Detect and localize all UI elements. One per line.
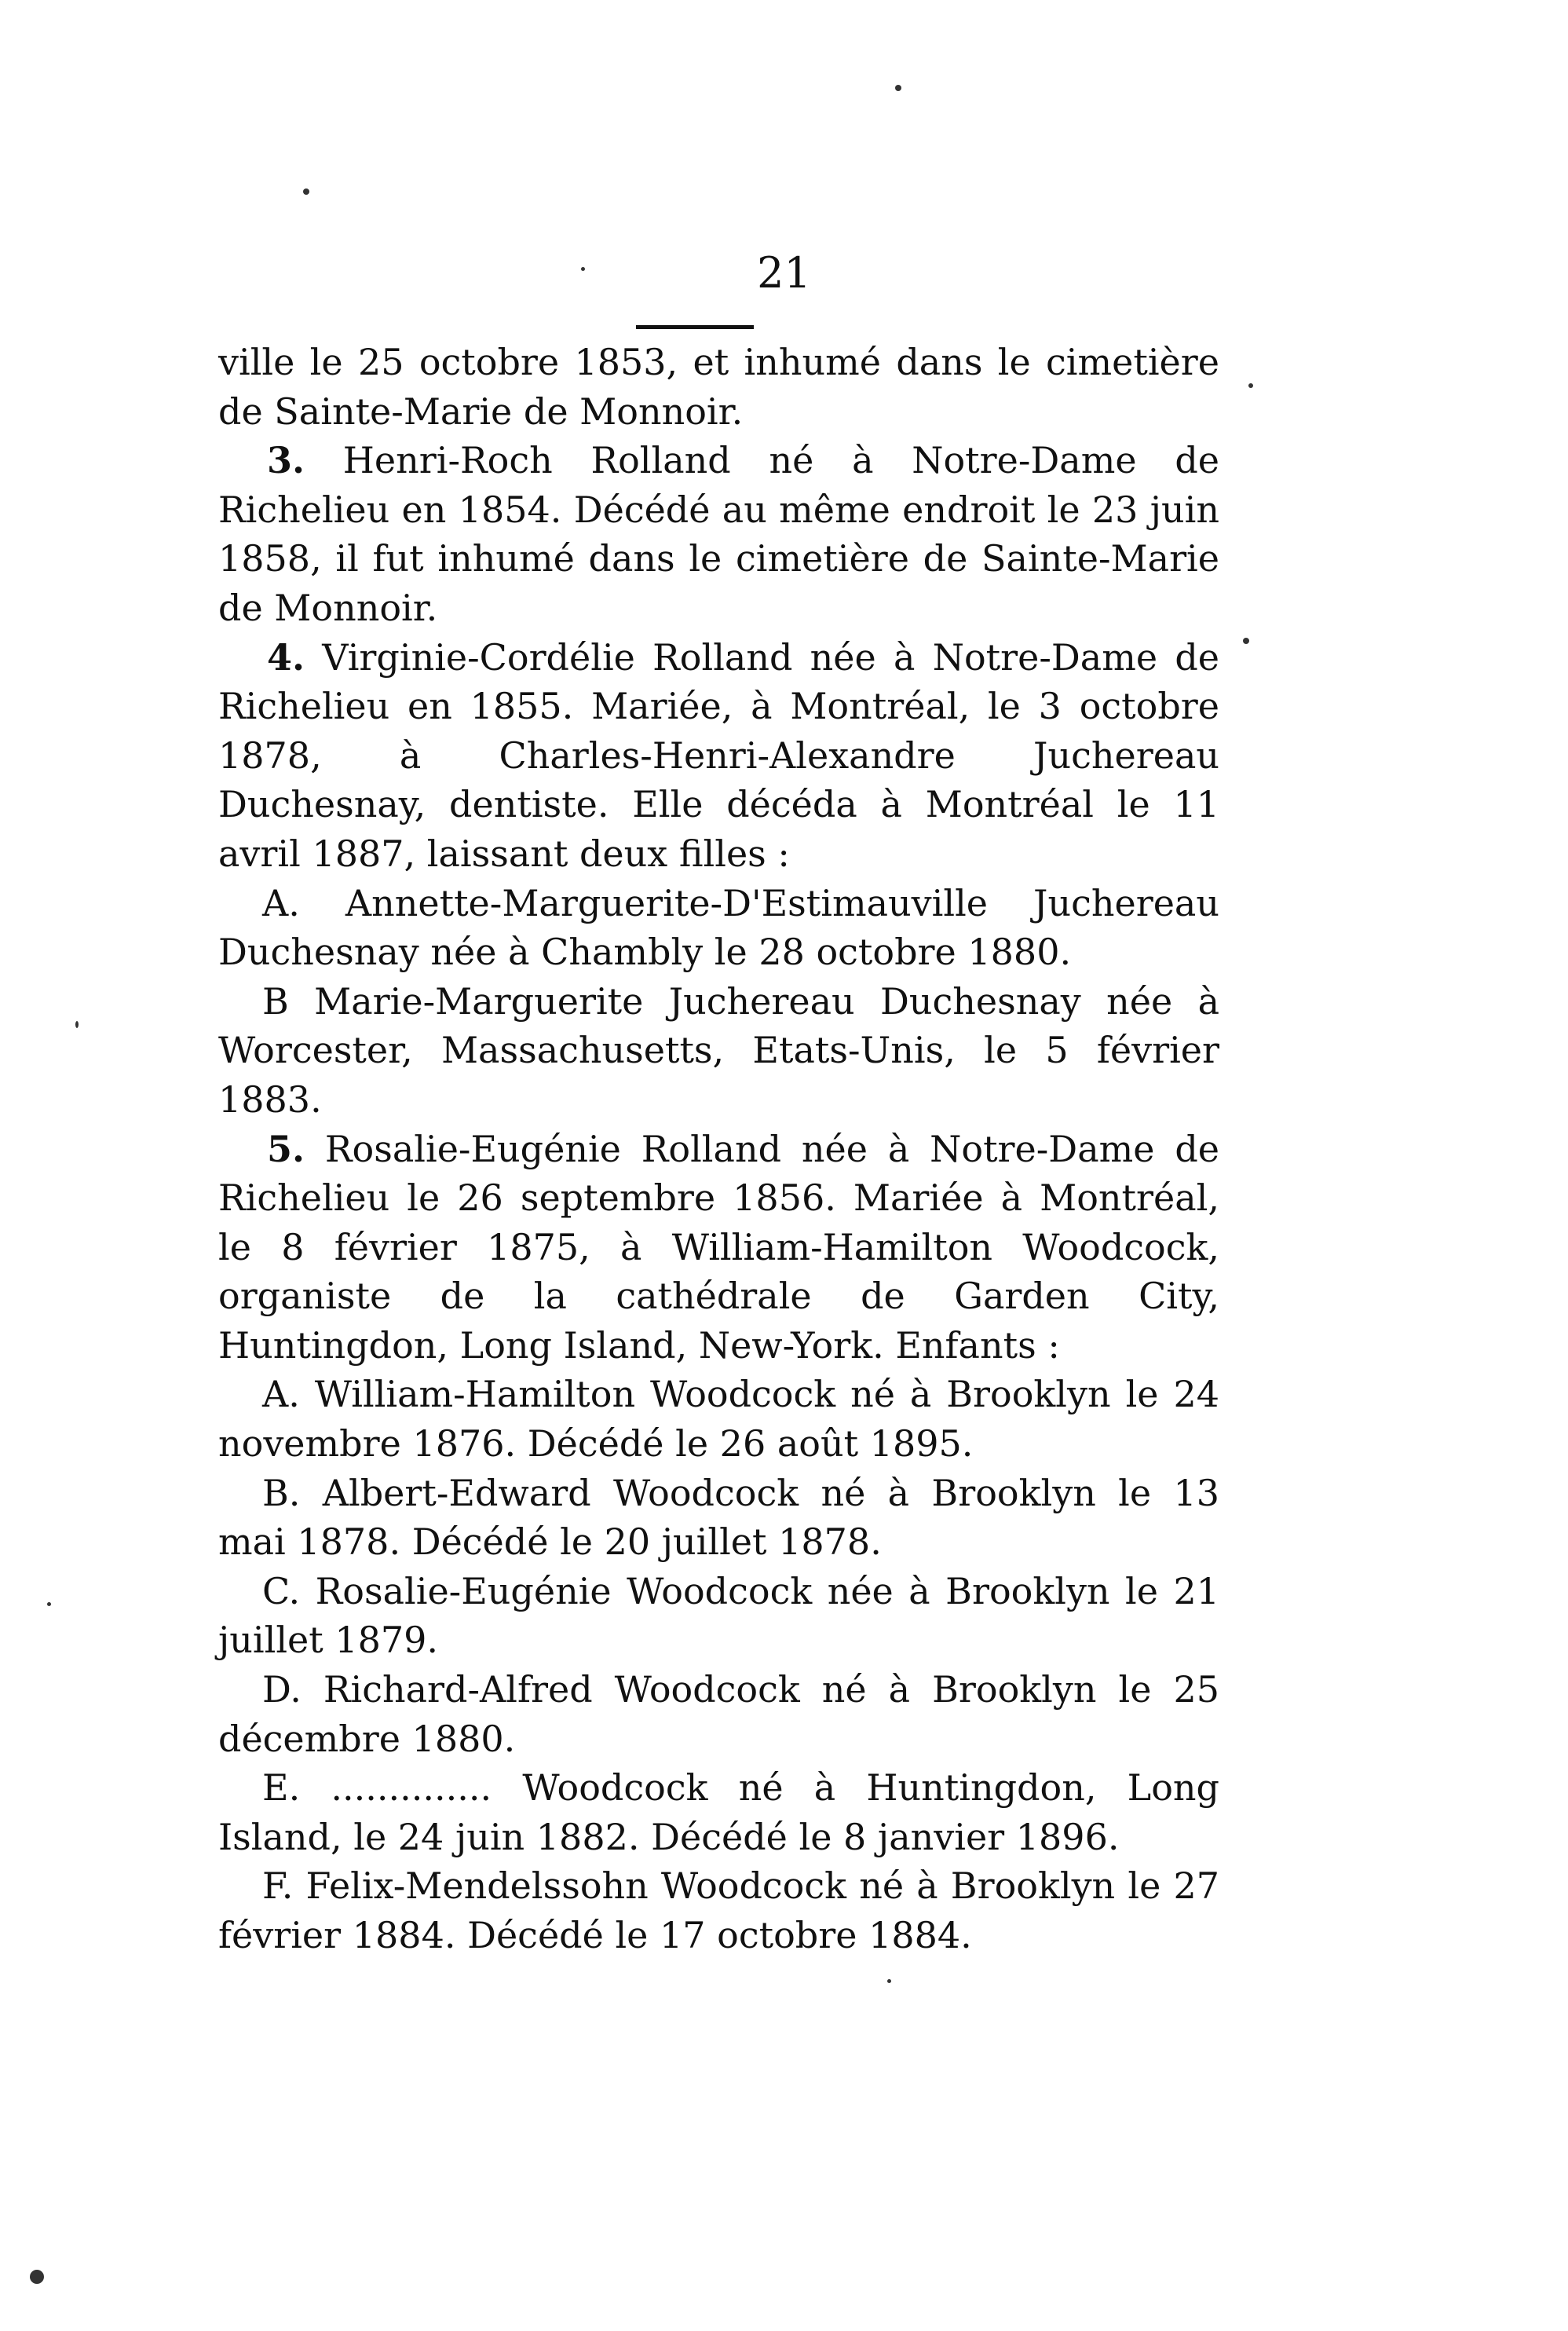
entry-number: 3. [267,439,305,482]
entry-text: B Marie-Marguerite Juchereau Duchesnay née à Worcester, Massachusetts, Etats-Unis, le 5 février 1883. [218,979,1219,1121]
scan-speck [303,188,309,195]
body-text [218,338,1219,1960]
entry-text: A. Annette-Marguerite-D'Estimauville Juchereau Duchesnay née à Chambly le 28 octobre 1880. [218,881,1219,974]
entry-text: C. Rosalie-Eugénie Woodcock née à Brooklyn le 21 juillet 1879. [218,1569,1219,1662]
child-entry-a [218,1370,1219,1468]
entry-text: B. Albert-Edward Woodcock né à Brooklyn le 13 mai 1878. Décédé le 20 juillet 1878. [218,1471,1219,1564]
paragraph-continuation [218,338,1219,436]
entry-text: F. Felix-Mendelssohn Woodcock né à Brooklyn le 27 février 1884. Décédé le 17 octobre 1884. [218,1864,1219,1956]
child-entry-b [218,1469,1219,1567]
entry-text: D. Richard-Alfred Woodcock né à Brooklyn le 25 décembre 1880. [218,1668,1219,1760]
header-rule [636,325,754,329]
entry-text: Virginie-Cordélie Rolland née à Notre-Dame de Richelieu en 1855. Mariée, à Montréal, le 3 octobre 1878, à Charles-Henri-Alexandre Juchereau Duchesnay, dentiste. Elle décéda à Montréal le 11 avril 1887, laissant deux filles : [218,635,1219,875]
scan-speck [75,1021,79,1028]
entry-5 [218,1125,1219,1370]
entry-number: 5. [267,1127,305,1170]
child-entry-a [218,879,1219,977]
entry-text: Henri-Roch Rolland né à Notre-Dame de Richelieu en 1854. Décédé au même endroit le 23 juin 1858, il fut inhumé dans le cimetière de Sainte-Marie de Monnoir. [218,439,1219,629]
scan-speck [895,85,901,91]
entry-number: 4. [267,635,305,679]
scan-speck [1243,638,1249,644]
child-entry-b [218,977,1219,1125]
scan-speck [47,1602,51,1606]
page-number: 21 [757,248,811,298]
entry-text: E. .............. Woodcock né à Huntingdon, Long Island, le 24 juin 1882. Décédé le 8 janvier 1896. [218,1766,1219,1858]
child-entry-c [218,1567,1219,1665]
entry-3 [218,436,1219,632]
entry-text: Rosalie-Eugénie Rolland née à Notre-Dame de Richelieu le 26 septembre 1856. Mariée à Montréal, le 8 février 1875, à William-Hamilton Woodcock, organiste de la cathédrale de Garden City, Huntingdon, Long Island, New-York. Enfants : [218,1127,1219,1367]
child-entry-e [218,1763,1219,1861]
scan-speck [887,1979,891,1983]
child-entry-d [218,1665,1219,1763]
entry-text: A. William-Hamilton Woodcock né à Brooklyn le 24 novembre 1876. Décédé le 26 août 1895. [218,1373,1219,1466]
child-entry-f [218,1861,1219,1960]
paragraph-text: ville le 25 octobre 1853, et inhumé dans le cimetière de Sainte-Marie de Monnoir. [218,341,1219,433]
scan-speck [30,2270,44,2284]
scan-speck [1248,383,1253,388]
entry-4 [218,633,1219,879]
